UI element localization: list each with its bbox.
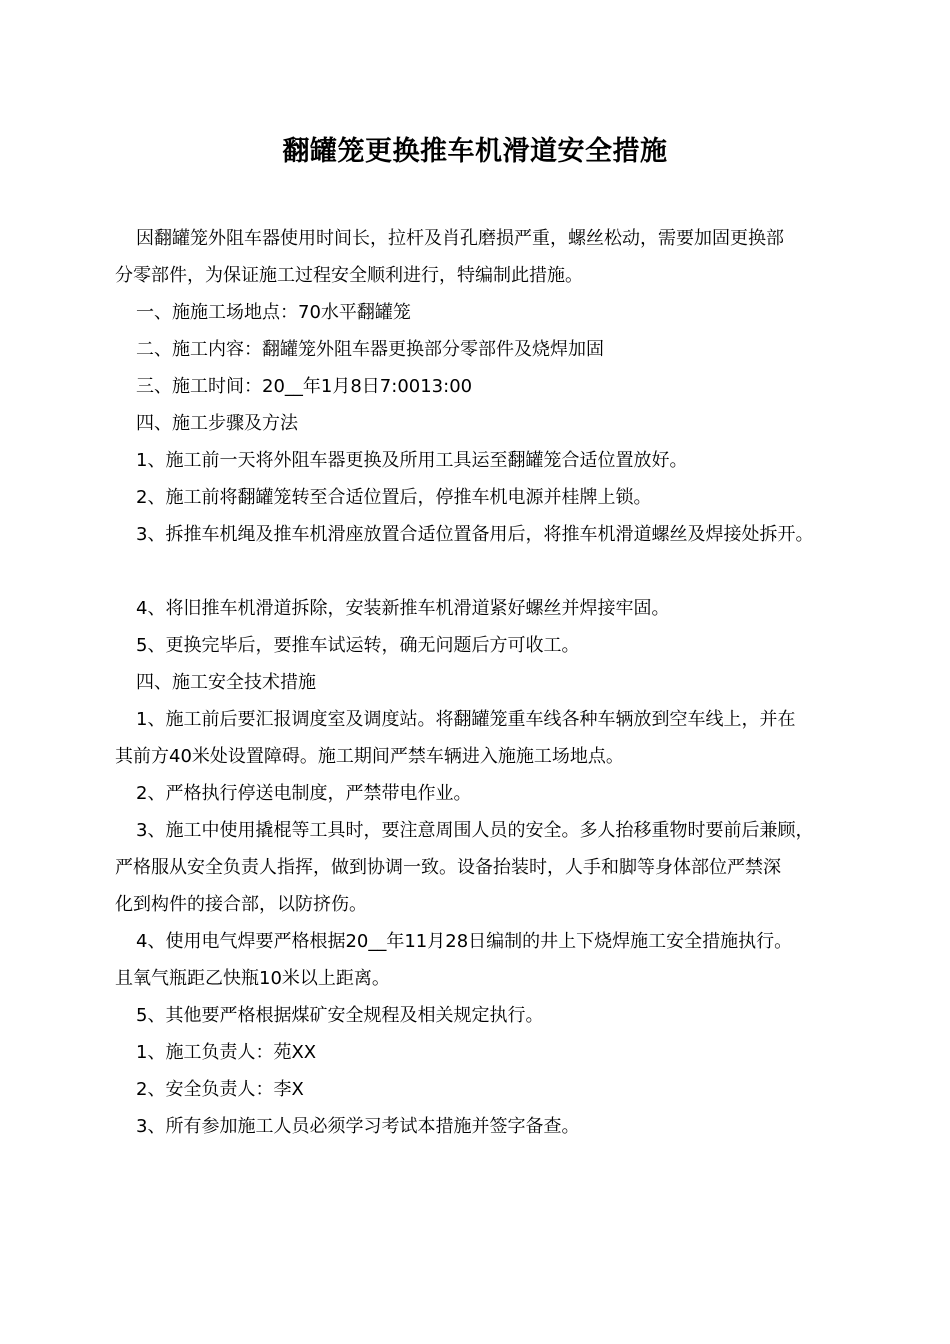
blank-line — [115, 553, 837, 590]
document-title: 翻罐笼更换推车机滑道安全措施 — [282, 136, 668, 167]
step-item: 2、施工前将翻罐笼转至合适位置后，停推车机电源并桂牌上锁。 — [136, 487, 652, 508]
personnel-item: 2、安全负责人：李X — [136, 1079, 304, 1100]
measure-1-line-1: 1、施工前后要汇报调度室及调度站。将翻罐笼重车线各种车辆放到空车线上，并在 — [136, 709, 796, 730]
document-body — [115, 220, 837, 1145]
section-content: 二、施工内容：翻罐笼外阻车器更换部分零部件及烧焊加固 — [136, 339, 604, 360]
intro-paragraph-line-2: 分零部件，为保证施工过程安全顺利进行，特编制此措施。 — [115, 265, 583, 286]
measure-5: 5、其他要严格根据煤矿安全规程及相关规定执行。 — [136, 1005, 544, 1026]
measure-3-line-1: 3、施工中使用撬棍等工具时，要注意周围人员的安全。多人抬移重物时要前后兼顾， — [136, 820, 814, 841]
measure-3-line-3: 化到构件的接合部，以防挤伤。 — [115, 894, 367, 915]
intro-paragraph-line-1: 因翻罐笼外阻车器使用时间长，拉杆及肖孔磨损严重，螺丝松动，需要加固更换部 — [136, 228, 784, 249]
section-safety-heading: 四、施工安全技术措施 — [136, 672, 316, 693]
step-item: 1、施工前一天将外阻车器更换及所用工具运至翻罐笼合适位置放好。 — [136, 450, 688, 471]
measure-3-line-2: 严格服从安全负责人指挥，做到协调一致。设备抬装时，人手和脚等身体部位严禁深 — [115, 857, 781, 878]
personnel-item: 1、施工负责人：苑XX — [136, 1042, 317, 1063]
step-item: 5、更换完毕后，要推车试运转，确无问题后方可收工。 — [136, 635, 580, 656]
measure-4-line-1: 4、使用电气焊要严格根据20__年11月28日编制的井上下烧焊施工安全措施执行。 — [136, 931, 793, 952]
step-item: 4、将旧推车机滑道拆除，安装新推车机滑道紧好螺丝并焊接牢固。 — [136, 598, 670, 619]
section-steps-heading: 四、施工步骤及方法 — [136, 413, 298, 434]
section-location: 一、施施工场地点：70水平翻罐笼 — [136, 302, 411, 323]
section-time: 三、施工时间：20__年1月8日7:0013:00 — [136, 376, 473, 397]
step-item: 3、拆推车机绳及推车机滑座放置合适位置备用后，将推车机滑道螺丝及焊接处拆开。 — [136, 524, 814, 545]
measure-4-line-2: 且氧气瓶距乙快瓶10米以上距离。 — [115, 968, 390, 989]
personnel-item: 3、所有参加施工人员必须学习考试本措施并签字备查。 — [136, 1116, 580, 1137]
measure-2: 2、严格执行停送电制度，严禁带电作业。 — [136, 783, 472, 804]
measure-1-line-2: 其前方40米处设置障碍。施工期间严禁车辆进入施施工场地点。 — [115, 746, 624, 767]
